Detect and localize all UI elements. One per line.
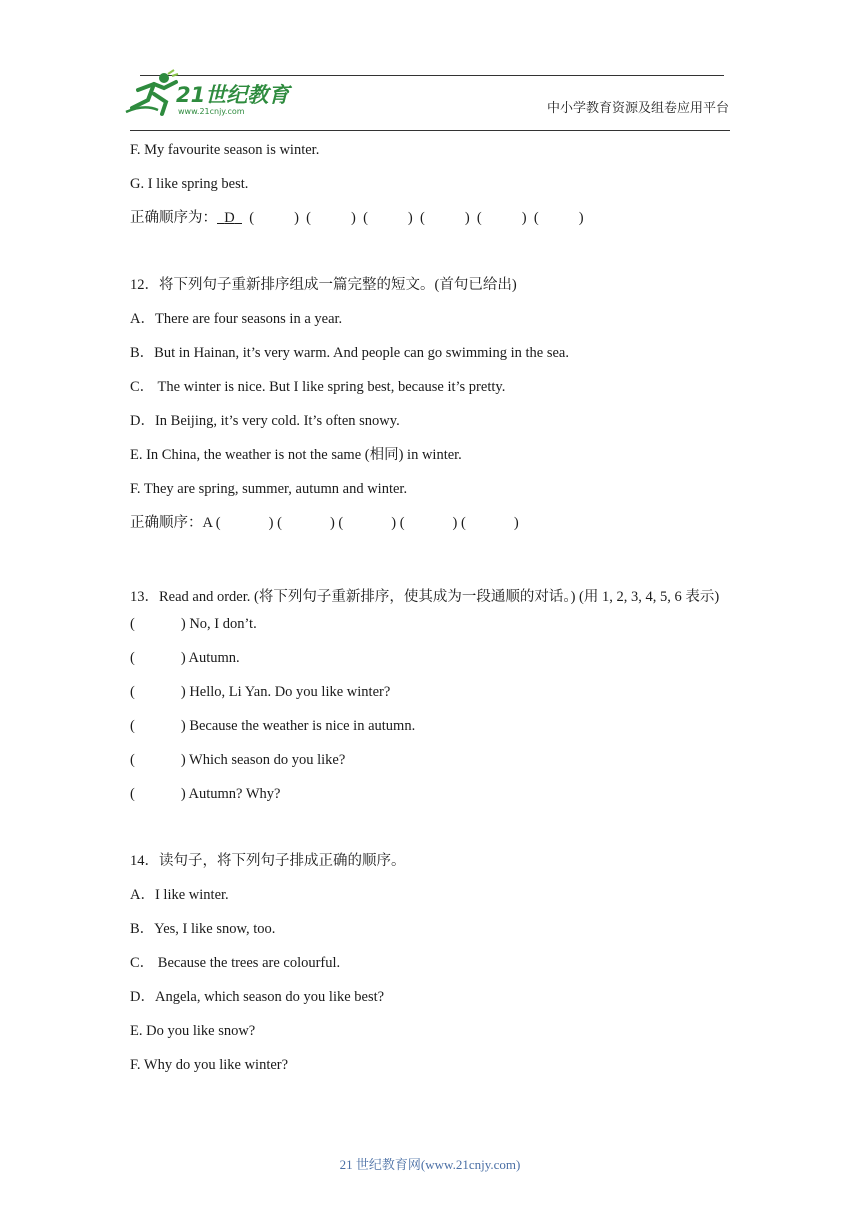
q11-item-f: F. My favourite season is winter.: [130, 142, 320, 158]
q13-item: ( ) Autumn.: [130, 650, 240, 666]
q12-answer-label: 正确顺序：A: [130, 515, 213, 531]
q12-item-a: A．There are four seasons in a year.: [130, 311, 343, 327]
page-header: [0, 0, 860, 140]
q14-title: 14．读句子，将下列句子排成正确的顺序。: [130, 853, 406, 869]
page-footer[interactable]: 21 世纪教育网(www.21cnjy.com): [339, 1157, 521, 1172]
q12-item-c: C． The winter is nice. But I like spring best, because it’s pretty.: [130, 379, 506, 395]
q14-item-d: D．Angela, which season do you like best?: [130, 989, 385, 1005]
q13-item: ( ) Hello, Li Yan. Do you like winter?: [130, 684, 391, 700]
q14-item-b: B．Yes, I like snow, too.: [130, 921, 276, 937]
q13-title: 13．Read and order. (将下列句子重新排序，使其成为一段通顺的对话。) (用 1, 2, 3, 4, 5, 6 表示): [130, 589, 720, 605]
q13-item: ( ) Autumn? Why?: [130, 786, 281, 802]
q12-item-e: E. In China, the weather is not the same (相同) in winter.: [130, 447, 462, 463]
q14-item-c: C． Because the trees are colourful.: [130, 955, 341, 971]
q12-item-d: D．In Beijing, it’s very cold. It’s often snowy.: [130, 413, 400, 429]
q12-answer-blanks[interactable]: ( ) ( ) ( ) ( ) ( ): [215, 515, 519, 531]
q13-item: ( ) Because the weather is nice in autumn.: [130, 718, 416, 734]
q11-answer-blanks[interactable]: ( ) ( ) ( ) ( ) ( ) ( ): [245, 210, 584, 226]
worksheet-content: [130, 140, 740, 1089]
q12-item-f: F. They are spring, summer, autumn and winter.: [130, 481, 408, 497]
logo-url: www.21cnjy.com: [178, 107, 245, 116]
runner-icon: [126, 70, 178, 114]
header-tagline: 中小学教育资源及组卷应用平台: [546, 101, 729, 116]
q11-item-g: G. I like spring best.: [130, 176, 249, 192]
q11-answer-label: 正确顺序为：: [130, 210, 217, 226]
logo-text: 21世纪教育: [176, 83, 290, 107]
q12-answer-line: [130, 513, 740, 547]
q14-item-e: E. Do you like snow?: [130, 1023, 256, 1039]
q14-item-f: F. Why do you like winter?: [130, 1057, 289, 1073]
q13-item: ( ) No, I don’t.: [130, 616, 257, 632]
q13-item: ( ) Which season do you like?: [130, 752, 346, 768]
header-rule-bottom: [130, 130, 730, 131]
q14-item-a: A．I like winter.: [130, 887, 229, 903]
q12-item-b: B．But in Hainan, it’s very warm. And people can go swimming in the sea.: [130, 345, 569, 361]
q12-title: 12．将下列句子重新排序组成一篇完整的短文。(首句已给出): [130, 277, 517, 293]
q11-answer-line: [130, 208, 740, 242]
logo: [124, 68, 294, 120]
q11-answer-first: D: [224, 210, 235, 226]
